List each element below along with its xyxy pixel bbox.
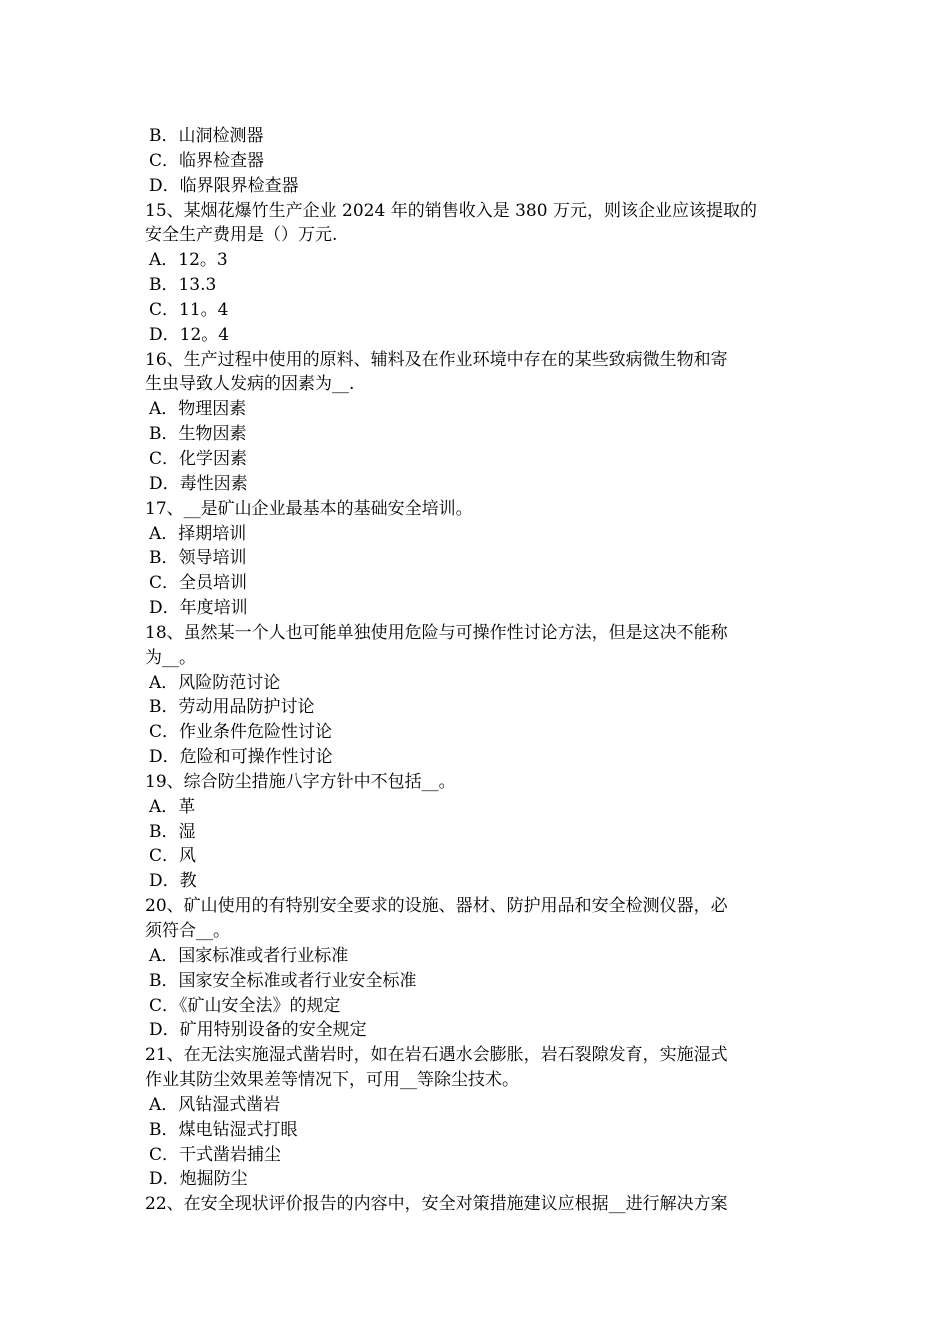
answer-option: A．国家标准或者行业标准 [149,945,349,966]
answer-option: C．风 [149,846,197,867]
answer-option: D．年度培训 [149,598,248,619]
answer-option: B．国家安全标准或者行业安全标准 [149,970,417,991]
question-text-line: 18、虽然某一个人也可能单独使用危险与可操作性讨论方法，但是这决不能称 [145,622,728,643]
question-text-line: 21、在无法实施湿式凿岩时，如在岩石遇水会膨胀，岩石裂隙发育，实施湿式 [145,1045,728,1066]
question-text-line: 作业其防尘效果差等情况下，可用__等除尘技术。 [145,1070,519,1091]
answer-option: C．作业条件危险性讨论 [149,722,333,743]
answer-option: C．《矿山安全法》的规定 [149,995,341,1016]
answer-option: D．12。4 [149,324,230,345]
question-text-line: 生虫导致人发病的因素为__. [145,374,355,395]
answer-option: B．领导培训 [149,548,247,569]
answer-option: B．湿 [149,821,196,842]
question-text-line: 为__。 [145,647,196,668]
answer-option: D．炮掘防尘 [149,1169,248,1190]
answer-option: B．13.3 [149,275,217,296]
answer-option: A．择期培训 [149,523,247,544]
answer-option: B．生物因素 [149,424,247,445]
answer-option: C．化学因素 [149,448,248,469]
question-text-line: 19、综合防尘措施八字方针中不包括__。 [145,771,456,792]
answer-option: D．教 [149,871,197,892]
question-text-line: 安全生产费用是（）万元. [145,225,338,246]
answer-option: C．全员培训 [149,573,248,594]
answer-option: A．12。3 [149,250,228,271]
answer-option: D．危险和可操作性讨论 [149,747,333,768]
answer-option: B．煤电钻湿式打眼 [149,1119,298,1140]
answer-option: B．劳动用品防护讨论 [149,697,315,718]
answer-option: A．风险防范讨论 [149,672,281,693]
question-text-line: 22、在安全现状评价报告的内容中，安全对策措施建议应根据__进行解决方案 [145,1194,728,1215]
question-text-line: 须符合__。 [145,921,230,941]
answer-option: A．物理因素 [149,399,247,420]
question-text-line: 15、某烟花爆竹生产企业 2024 年的销售收入是 380 万元，则该企业应该提取的 [145,200,757,221]
answer-option: A．风钻湿式凿岩 [149,1094,281,1115]
answer-option: C．干式凿岩捕尘 [149,1144,282,1165]
question-text-line: 16、生产过程中使用的原料、辅料及在作业环境中存在的某些致病微生物和寄 [145,349,728,370]
answer-option: D．毒性因素 [149,473,248,494]
answer-option: D．临界限界检查器 [149,175,299,196]
answer-option: C．临界检查器 [149,150,265,171]
exam-question-text [145,124,810,1217]
question-text-line: 20、矿山使用的有特别安全要求的设施、器材、防护用品和安全检测仪器，必 [145,896,728,917]
question-text-line: 17、__是矿山企业最基本的基础安全培训。 [145,498,473,519]
answer-option: B．山洞检测器 [149,126,264,146]
answer-option: A．革 [149,796,196,817]
answer-option: D．矿用特别设备的安全规定 [149,1020,367,1041]
answer-option: C．11。4 [149,299,229,320]
